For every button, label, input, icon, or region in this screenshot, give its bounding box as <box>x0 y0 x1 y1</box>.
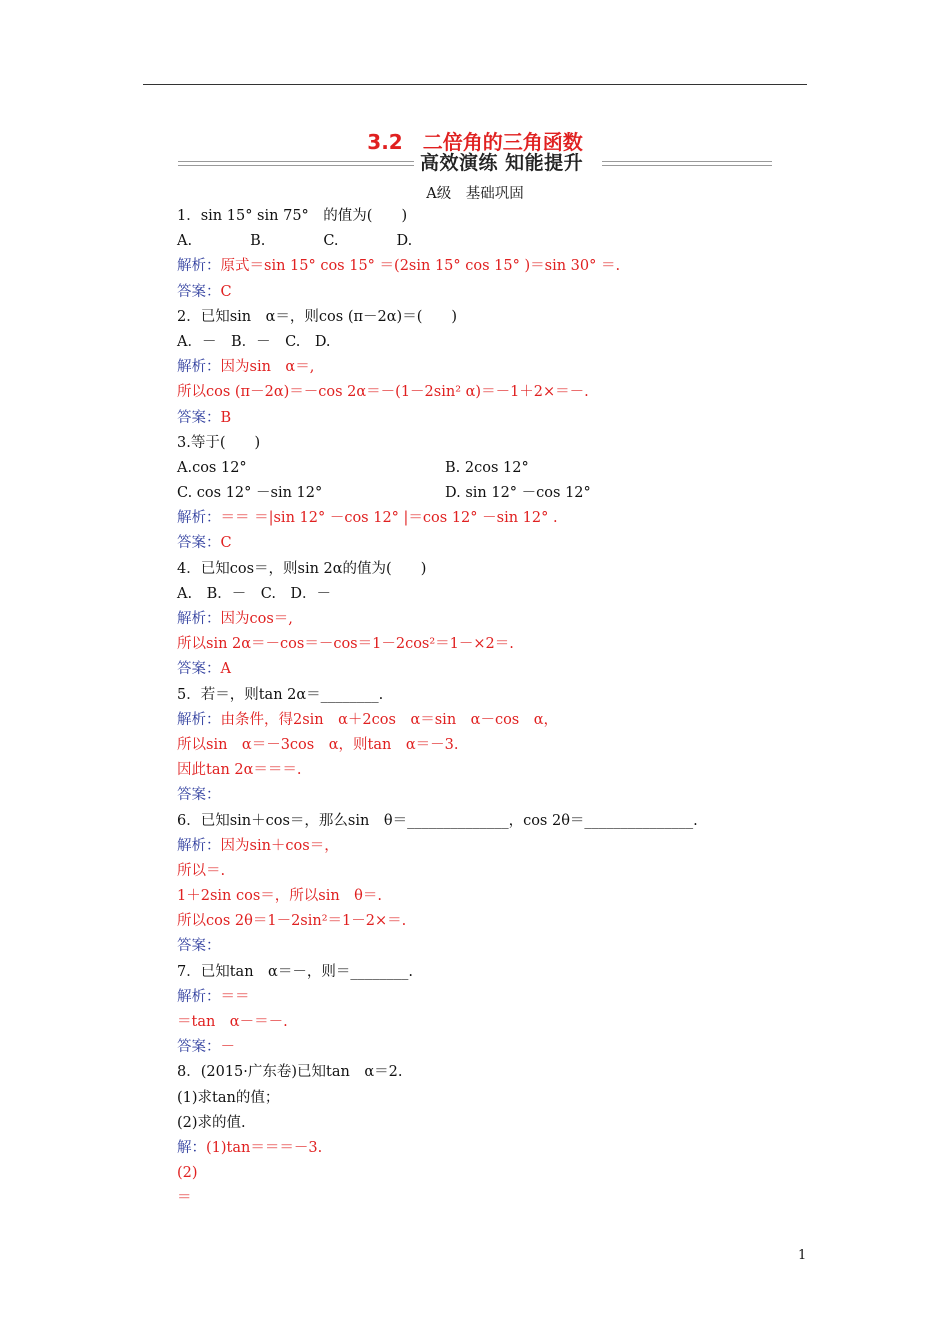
line-text-col2: B. 2cos 12° <box>445 459 529 476</box>
line-text: 1＋2sin cos＝，所以sin θ＝. <box>177 888 383 905</box>
text-line <box>177 481 807 506</box>
text-line <box>177 305 807 330</box>
text-line <box>177 280 807 305</box>
text-line <box>177 960 807 985</box>
header-rule <box>143 84 807 85</box>
text-line <box>177 254 807 279</box>
text-line <box>177 733 807 758</box>
text-line <box>177 431 807 456</box>
line-text: 2．已知sin α＝，则cos (π－2α)＝( ) <box>177 308 458 325</box>
line-label: 答案： <box>177 661 221 678</box>
line-label: 解析： <box>177 837 221 854</box>
text-line <box>177 1111 807 1136</box>
text-line <box>177 607 807 632</box>
line-text: 由条件，得2sin α＋2cos α＝sin α－cos α， <box>220 711 559 728</box>
line-label: 答案： <box>177 409 221 426</box>
text-line <box>177 456 807 481</box>
text-line <box>177 809 807 834</box>
line-label: 答案： <box>177 1039 221 1056</box>
text-line <box>177 330 807 355</box>
line-text: C <box>220 535 232 552</box>
line-text: 因此tan 2α＝＝＝. <box>177 762 302 779</box>
page-number: 1 <box>798 1248 807 1263</box>
line-label: 解析： <box>177 359 221 376</box>
line-text: C <box>220 283 232 300</box>
line-text: 5．若＝，则tan 2α＝________. <box>177 686 384 703</box>
text-line <box>177 582 807 607</box>
text-line <box>177 204 807 229</box>
text-line <box>177 884 807 909</box>
line-text: 3.等于( ) <box>177 434 261 451</box>
banner-line-right <box>602 161 772 166</box>
line-text: A. B．－ C. D．－ <box>177 585 332 602</box>
line-text: (2) <box>177 1165 198 1182</box>
page-title: 3.2 二倍角的三角函数 <box>367 130 583 154</box>
line-text: B <box>220 409 232 426</box>
text-line <box>177 1035 807 1060</box>
line-text: 所以sin α＝－3cos α，则tan α＝－3. <box>177 736 459 753</box>
line-text: 因为sin α＝, <box>220 359 315 376</box>
text-line <box>177 783 807 808</box>
line-text: － <box>220 1039 235 1056</box>
line-text: 7．已知tan α＝－，则＝________. <box>177 963 413 980</box>
text-line <box>177 406 807 431</box>
line-label: 解析： <box>177 611 221 627</box>
line-text: 因为cos＝, <box>220 611 293 627</box>
text-line <box>177 683 807 708</box>
exercise-content <box>177 204 807 1212</box>
text-line <box>177 557 807 582</box>
text-line <box>177 1086 807 1111</box>
banner-line-left <box>178 161 414 166</box>
line-label: 解析： <box>177 510 221 527</box>
line-text-col2: D. sin 12° －cos 12° <box>445 485 591 502</box>
line-text: 4．已知cos＝，则sin 2α的值为( ) <box>177 560 427 577</box>
line-text: (2)求的值. <box>177 1114 246 1131</box>
text-line <box>177 1161 807 1186</box>
line-text: 8．(2015·广东卷)已知tan α＝2. <box>177 1064 403 1081</box>
line-text: A. B. C. D. <box>177 233 413 250</box>
line-text: ＝＝ <box>220 988 250 1005</box>
line-text: 6．已知sin＋cos＝，那么sin θ＝______________，cos 2θ＝_______________. <box>177 812 698 829</box>
line-text: 1．sin 15° sin 75° 的值为( ) <box>177 208 408 224</box>
line-text: 所以sin 2α＝－cos＝－cos＝1－2cos²＝1－×2＝. <box>177 636 514 653</box>
text-line <box>177 1186 807 1211</box>
text-line <box>177 380 807 405</box>
text-line <box>177 531 807 556</box>
text-line <box>177 834 807 859</box>
line-label: 答案： <box>177 535 221 552</box>
line-label: 解析： <box>177 711 221 728</box>
text-line <box>177 909 807 934</box>
line-label: 解析： <box>177 988 221 1005</box>
line-text: 所以＝. <box>177 862 226 879</box>
line-label: 答案： <box>177 938 221 955</box>
text-line <box>177 859 807 884</box>
line-label: 答案： <box>177 787 221 804</box>
text-line <box>177 934 807 959</box>
line-text: ＝＝ ＝|sin 12° －cos 12° |＝cos 12° －sin 12° . <box>220 510 558 527</box>
line-text: C. cos 12° －sin 12° <box>177 485 323 502</box>
line-label: 解析： <box>177 258 221 275</box>
text-line <box>177 355 807 380</box>
text-line <box>177 657 807 682</box>
line-text: A <box>220 661 231 678</box>
line-text: (1)tan＝＝＝－3. <box>206 1139 323 1156</box>
line-text: (1)求tan的值； <box>177 1089 280 1106</box>
text-line <box>177 1010 807 1035</box>
text-line <box>177 632 807 657</box>
text-line <box>177 708 807 733</box>
line-text: 因为sin＋cos＝， <box>220 837 339 854</box>
line-text: A.cos 12° <box>177 459 247 476</box>
line-text: 所以cos 2θ＝1－2sin²＝1－2×＝. <box>177 913 407 930</box>
line-text: 原式＝sin 15° cos 15° ＝(2sin 15° cos 15° )＝sin 30° ＝. <box>220 258 621 275</box>
text-line <box>177 1136 807 1161</box>
text-line <box>177 229 807 254</box>
line-text: ＝ <box>177 1190 192 1207</box>
banner-text: 高效演练 知能提升 <box>420 152 584 174</box>
text-line <box>177 1060 807 1085</box>
text-line <box>177 985 807 1010</box>
line-text: ＝tan α－＝－. <box>177 1014 288 1030</box>
line-text: 所以cos (π－2α)＝－cos 2α＝－(1－2sin² α)＝－1＋2×＝－. <box>177 384 589 401</box>
level-heading: A级 基础巩固 <box>426 186 524 202</box>
line-label: 解： <box>177 1139 206 1156</box>
section-banner <box>178 148 772 174</box>
line-label: 答案： <box>177 283 221 300</box>
text-line <box>177 506 807 531</box>
line-text: A．－ B．－ C. D. <box>177 333 331 350</box>
text-line <box>177 758 807 783</box>
